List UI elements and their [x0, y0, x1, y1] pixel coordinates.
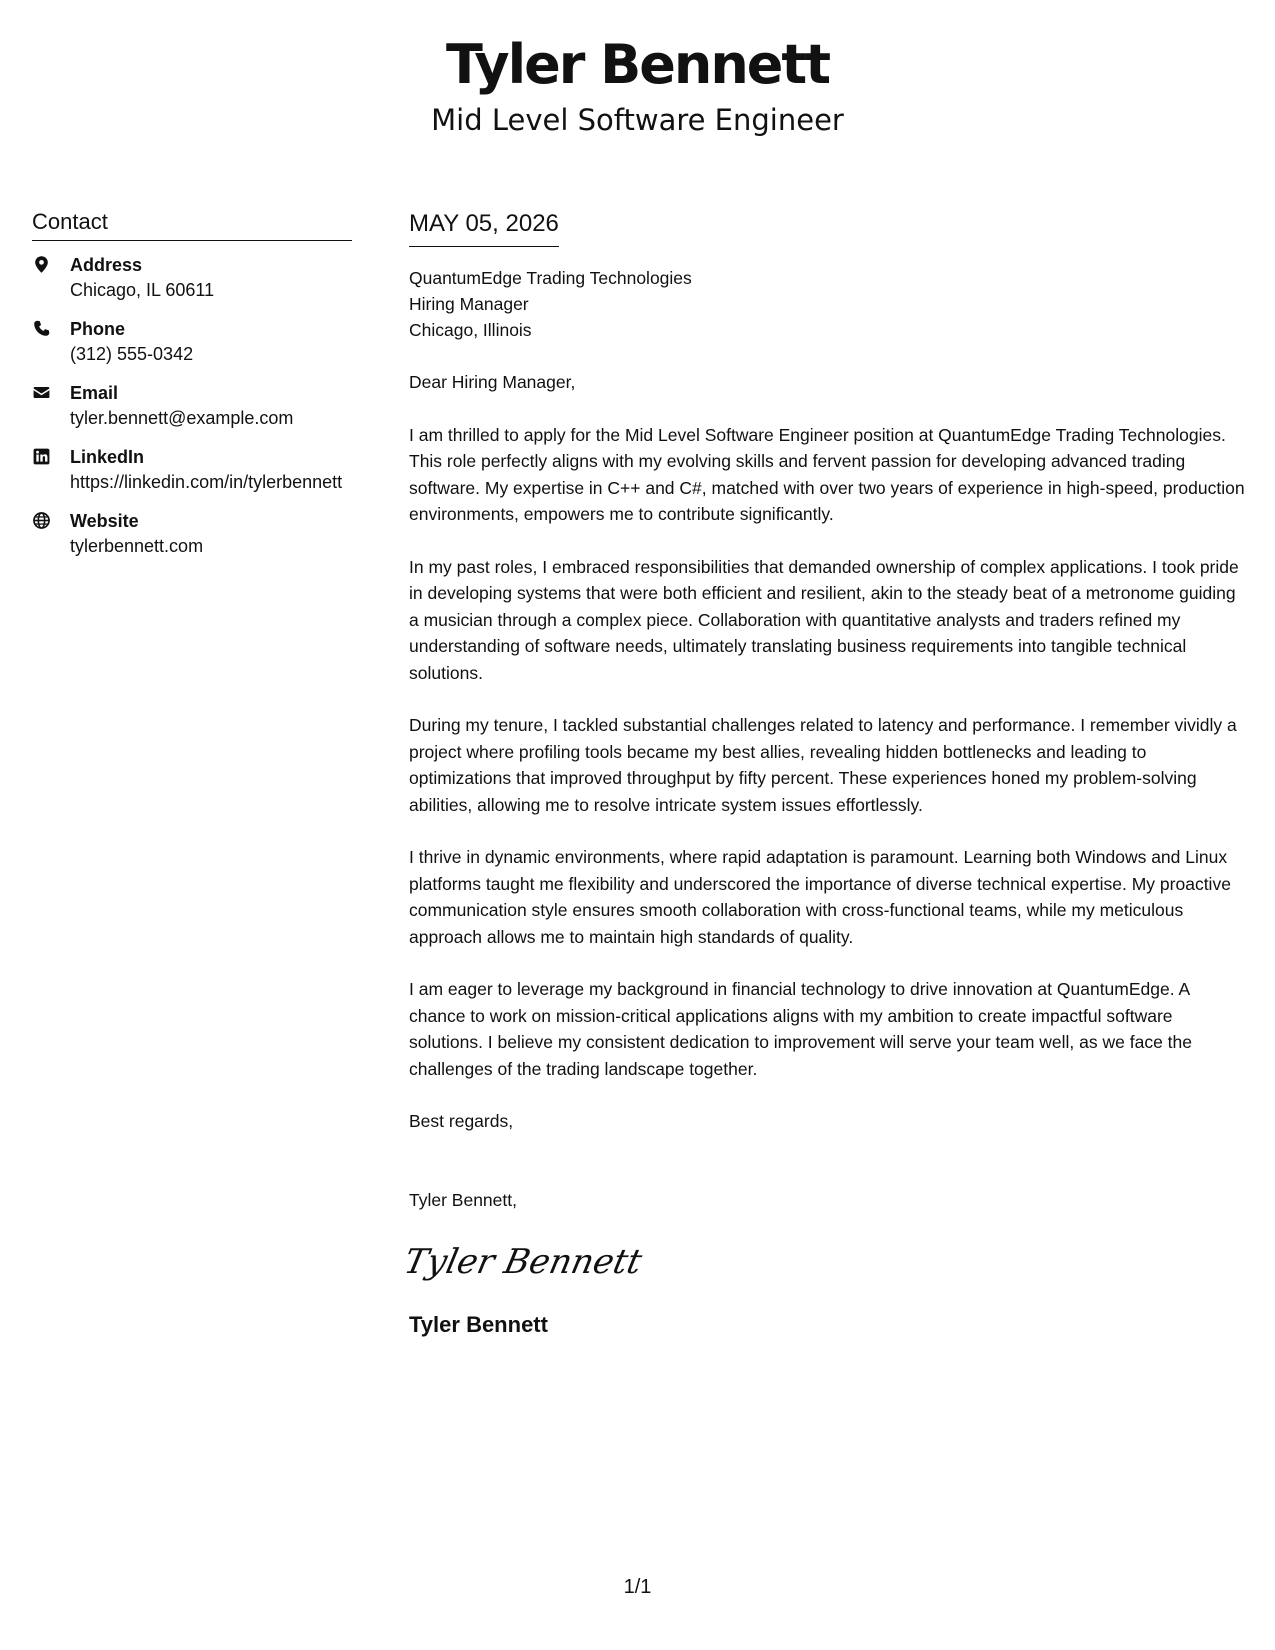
contact-title: Contact — [32, 208, 352, 241]
contact-label: Email — [70, 383, 119, 403]
letter-body — [400, 208, 1249, 1339]
letter-paragraph: I am eager to leverage my background in financial technology to drive innovation at QuantumEdge. A chance to work on mission-critical applications aligns with my ambition to create impactful software solutions. I believe my consistent dedication to improvement will serve your team well, as we face the challenges of the trading landscape together. — [409, 979, 1192, 1079]
page-number: 1/1 — [623, 1576, 652, 1598]
linkedin-icon — [32, 445, 70, 466]
address-value: Chicago, IL 60611 — [70, 280, 215, 300]
phone-value: (312) 555-0342 — [70, 344, 194, 364]
contact-sidebar — [32, 208, 352, 573]
closing: Best regards, — [409, 1111, 514, 1131]
recipient-title: Hiring Manager — [409, 294, 529, 314]
email-icon — [32, 381, 70, 402]
contact-item-address — [32, 253, 352, 303]
contact-label: Phone — [70, 319, 126, 339]
recipient-location: Chicago, Illinois — [409, 320, 532, 340]
printed-name: Tyler Bennett — [409, 1312, 548, 1337]
contact-item-email — [32, 381, 352, 431]
website-value[interactable]: tylerbennett.com — [70, 536, 204, 556]
linkedin-value[interactable]: https://linkedin.com/in/tylerbennett — [70, 472, 343, 492]
letter-paragraph: During my tenure, I tackled substantial challenges related to latency and performance. I remember vividly a project where profiling tools became my best allies, revealing hidden bottlenecks and leading to optimizations that improved throughput by fifty percent. These experiences honed my problem-solving abilities, allowing me to resolve intricate system issues effortlessly. — [409, 715, 1237, 815]
applicant-role: Mid Level Software Engineer — [431, 103, 844, 137]
contact-label: LinkedIn — [70, 447, 145, 467]
globe-icon — [32, 509, 70, 530]
svg-text:Tyler Bennett: Tyler Bennett — [400, 1242, 646, 1282]
letter-paragraph: In my past roles, I embraced responsibilities that demanded ownership of complex applications. I took pride in developing systems that were both efficient and resilient, akin to the steady beat of a metronome guiding a musician through a complex piece. Collaboration with quantitative analysts and traders refined my understanding of software needs, ultimately translating business requirements into tangible technical solutions. — [409, 556, 1239, 683]
contact-item-website — [32, 509, 352, 559]
handwritten-signature — [400, 1233, 1249, 1289]
contact-item-linkedin — [32, 445, 352, 495]
signoff-name: Tyler Bennett, — [409, 1189, 517, 1210]
contact-item-phone — [32, 317, 352, 367]
salutation: Dear Hiring Manager, — [409, 372, 576, 392]
letter-paragraph: I am thrilled to apply for the Mid Level Software Engineer position at QuantumEdge Trading Technologies. This role perfectly aligns with my evolving skills and fervent passion for developing advanced trading software. My expertise in C++ and C#, matched with over two years of experience in high-speed, production environments, empowers me to contribute significantly. — [409, 424, 1245, 524]
phone-icon — [32, 317, 70, 338]
letter-date: MAY 05, 2026 — [409, 208, 559, 247]
letter-paragraph: I thrive in dynamic environments, where rapid adaptation is paramount. Learning both Windows and Linux platforms taught me flexibility and underscored the importance of diverse technical expertise. My proactive communication style ensures smooth collaboration with cross-functional teams, while my meticulous approach allows me to maintain high standards of quality. — [409, 847, 1231, 947]
contact-label: Website — [70, 511, 139, 531]
applicant-name: Tyler Bennett — [445, 33, 830, 96]
location-pin-icon — [32, 253, 70, 274]
recipient-company: QuantumEdge Trading Technologies — [409, 268, 692, 288]
recipient-block — [409, 265, 1249, 343]
email-value: tyler.bennett@example.com — [70, 408, 294, 428]
contact-label: Address — [70, 255, 143, 275]
letter-header — [0, 30, 1275, 140]
